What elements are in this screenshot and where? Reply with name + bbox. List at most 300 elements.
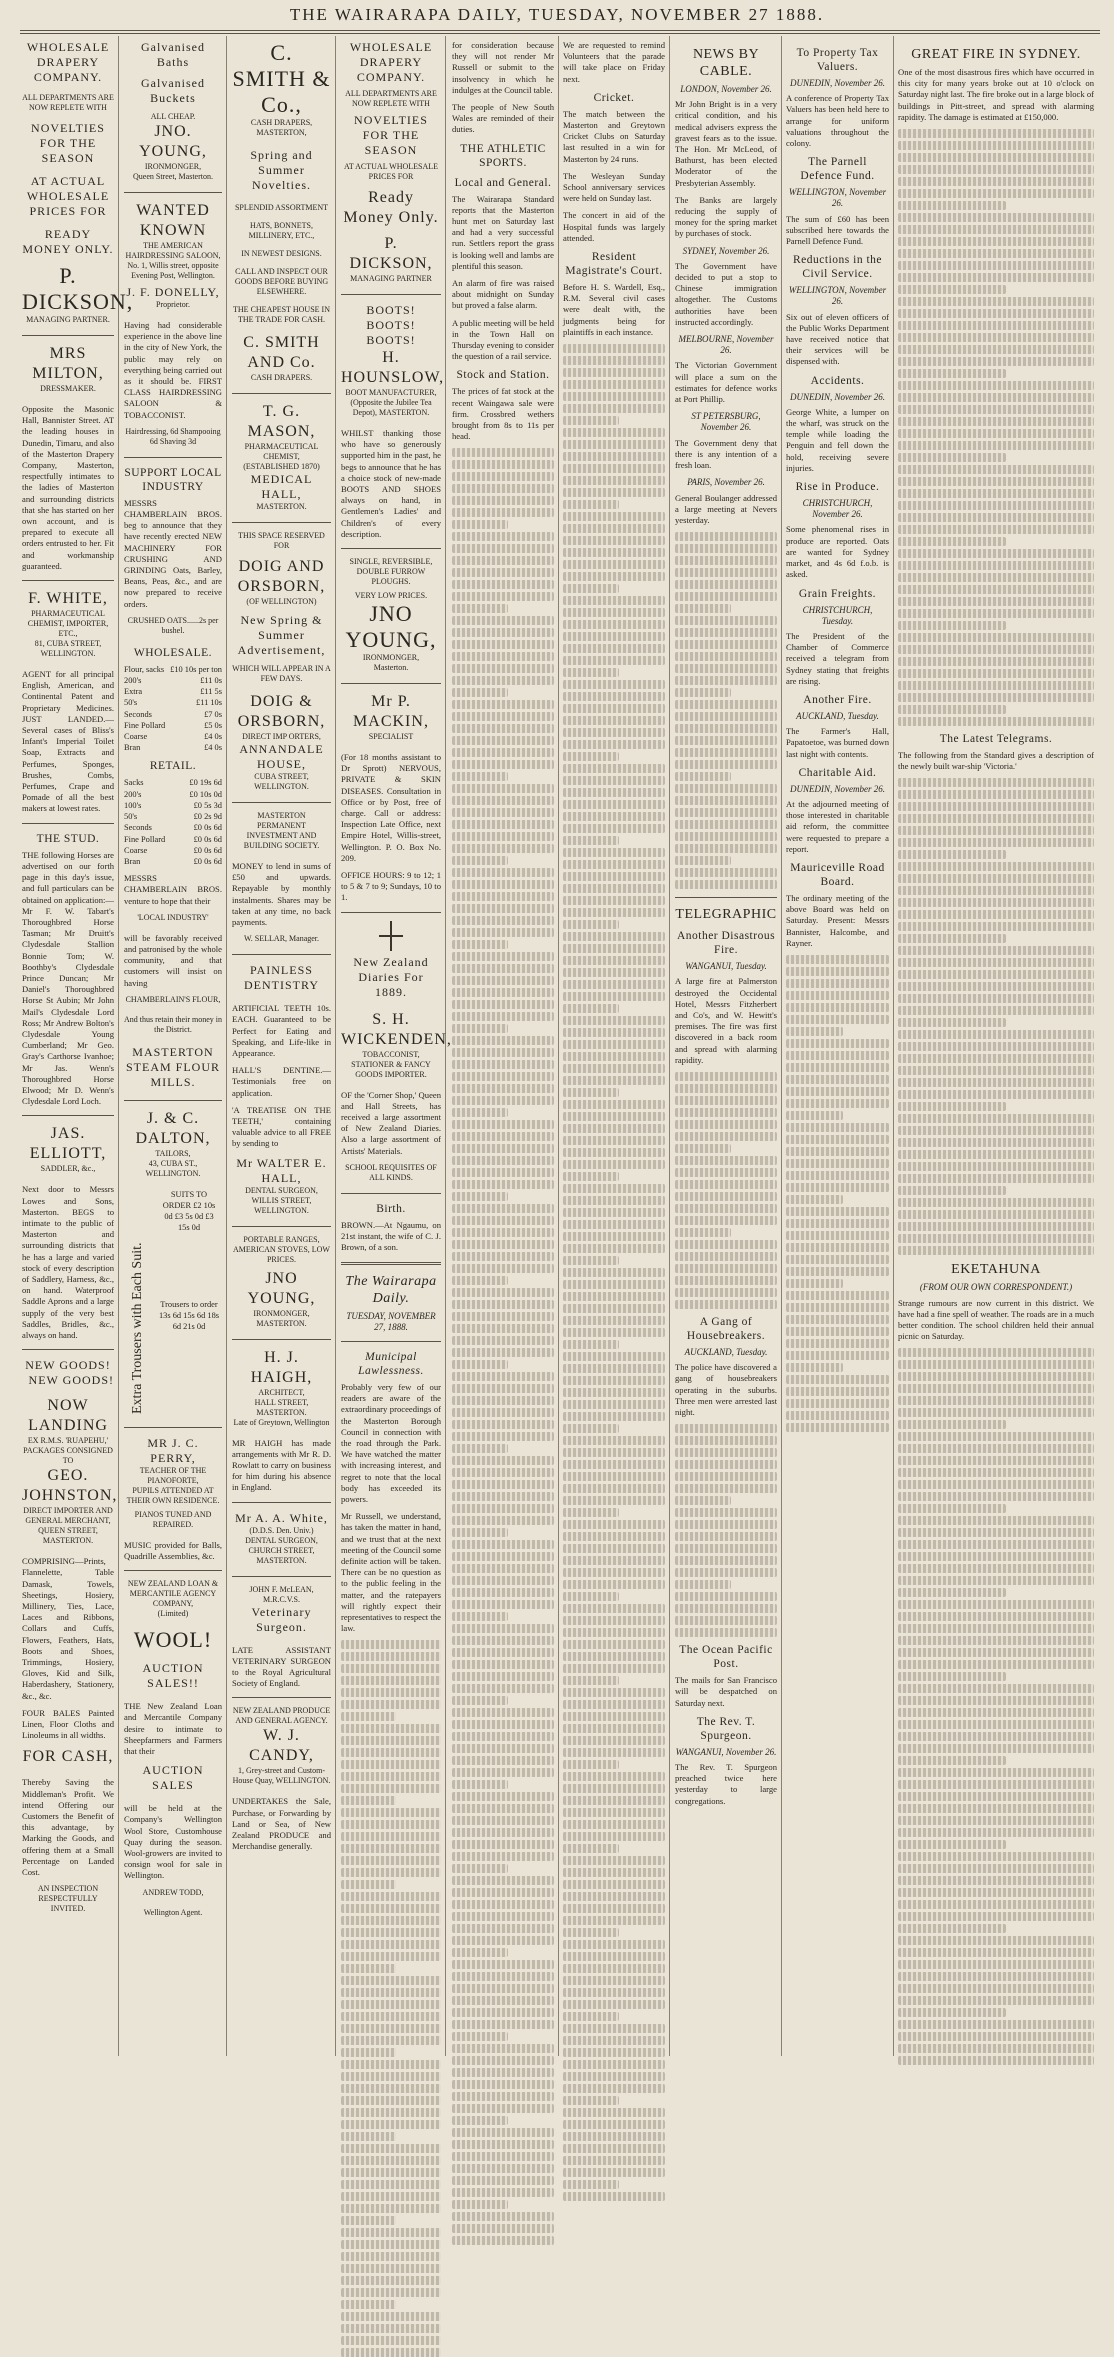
ad-name: Mr P. MACKIN, bbox=[353, 693, 429, 731]
illegible-text-line bbox=[452, 1264, 554, 1273]
illegible-text-line bbox=[675, 1568, 777, 1577]
illegible-text-line bbox=[898, 1480, 1094, 1489]
illegible-text-line bbox=[341, 2144, 441, 2153]
illegible-text-line bbox=[563, 1520, 665, 1529]
illegible-text-line bbox=[452, 1876, 554, 1885]
illegible-text-line bbox=[452, 1456, 554, 1465]
illegible-text-line bbox=[452, 1624, 554, 1633]
illegible-text-line bbox=[898, 1432, 1094, 1441]
illegible-text-line bbox=[563, 1196, 665, 1205]
article-body: The Wesleyan Sunday School anniversary services were held on Sunday last. bbox=[563, 170, 665, 204]
illegible-text-line bbox=[898, 862, 1094, 871]
section-heading: Local and General. bbox=[454, 176, 552, 189]
illegible-text-line bbox=[898, 934, 1006, 943]
illegible-text-line bbox=[675, 1264, 777, 1273]
illegible-text-line bbox=[675, 1424, 777, 1433]
illegible-text-line bbox=[563, 2156, 665, 2165]
illegible-text-line bbox=[898, 802, 1094, 811]
article-body: General Boulanger addressed a large meeting at Nevers yesterday. bbox=[675, 492, 777, 525]
rule bbox=[22, 823, 114, 824]
illegible-text-line bbox=[898, 2044, 1094, 2053]
section-heading: GREAT FIRE IN SYDNEY. bbox=[911, 47, 1081, 62]
illegible-text-line bbox=[563, 1628, 665, 1637]
illegible-text-line bbox=[898, 1492, 1094, 1501]
illegible-text-line bbox=[563, 1784, 665, 1793]
illegible-text-line bbox=[898, 1948, 1094, 1957]
illegible-text-line bbox=[898, 609, 1094, 618]
price-value: £11 10s bbox=[196, 698, 222, 708]
article-body: The ordinary meeting of the above Board was held on Saturday. Present: Messrs Bannister, Halcombe, and Rayner. bbox=[786, 892, 889, 948]
price-item: Bran bbox=[124, 856, 141, 866]
ad-subtitle: MANAGING PARTNER. bbox=[26, 315, 110, 324]
illegible-text-line bbox=[452, 1672, 554, 1681]
illegible-text-line bbox=[563, 2072, 665, 2081]
illegible-text-line bbox=[563, 596, 665, 605]
young-ranges-ad bbox=[232, 1235, 331, 1329]
illegible-text-line bbox=[452, 1888, 554, 1897]
illegible-text-line bbox=[898, 850, 1006, 859]
illegible-text-line bbox=[452, 1648, 554, 1657]
illegible-text-line bbox=[898, 633, 1094, 642]
section-heading: THE ATHLETIC SPORTS. bbox=[460, 142, 546, 169]
illegible-text-line bbox=[452, 916, 554, 925]
illegible-text-line bbox=[563, 2132, 665, 2141]
masthead-rule bbox=[20, 30, 1100, 31]
price-value: £0 10s 0d bbox=[189, 789, 222, 799]
ad-text: ALL DEPARTMENTS ARE NOW REPLETE WITH bbox=[22, 93, 114, 112]
illegible-text-line bbox=[341, 2240, 441, 2249]
illegible-text-line bbox=[898, 1756, 1006, 1765]
illegible-text-line bbox=[675, 580, 777, 589]
illegible-text-line bbox=[452, 1492, 554, 1501]
ad-text: THIS SPACE RESERVED FOR bbox=[238, 531, 325, 550]
ad-text: (ESTABLISHED 1870) bbox=[243, 462, 320, 471]
ad-body: COMPRISING—Prints, Flannelette, Table Damask, Towels, Sheetings, Hosiery, Millinery, Ties, Lace, Laces and Ribbons, Collars and Cuffs, Flowers, Feathers, Hats, Boots and Shoes, Trimmings, Hosiery, Gloves, Kid and Silk, Haberdashery, Stationery, &c., &c. bbox=[22, 1556, 114, 1701]
ad-subtitle: DENTAL SURGEON, bbox=[245, 1185, 318, 1195]
illegible-text-line bbox=[563, 2048, 665, 2057]
illegible-text-line bbox=[898, 501, 1094, 510]
illegible-text-line bbox=[452, 1192, 508, 1201]
illegible-text-line bbox=[786, 1183, 889, 1192]
ad-title: Spring and Summer Novelties. bbox=[250, 148, 313, 192]
illegible-text-line bbox=[452, 856, 508, 865]
rule bbox=[232, 1339, 331, 1340]
ad-text: SINGLE, REVERSIBLE, DOUBLE FURROW PLOUGHS. bbox=[349, 557, 433, 587]
illegible-text-line bbox=[563, 1436, 665, 1445]
illegible-text-line bbox=[452, 1600, 554, 1609]
illegible-text-line bbox=[341, 2084, 441, 2093]
article-heading: The Parnell Defence Fund. bbox=[800, 156, 875, 183]
ad-text: PORTABLE RANGES, AMERICAN STOVES, LOW PRICES. bbox=[233, 1234, 330, 1264]
price-row bbox=[124, 777, 222, 788]
illegible-text-line bbox=[898, 982, 1094, 991]
price-value: £0 0s 6d bbox=[193, 856, 222, 866]
illegible-text-line bbox=[563, 1028, 665, 1037]
illegible-text-line bbox=[452, 652, 554, 661]
illegible-text-line bbox=[675, 856, 731, 865]
illegible-text-line bbox=[341, 1712, 396, 1721]
illegible-text-line bbox=[675, 1288, 777, 1297]
illegible-text-line bbox=[675, 1228, 731, 1237]
column-4 bbox=[341, 40, 452, 2056]
illegible-text-line bbox=[452, 1252, 554, 1261]
ad-address: WELLINGTON. bbox=[254, 782, 309, 791]
article-heading: Reductions in the Civil Service. bbox=[793, 254, 882, 281]
illegible-text-line bbox=[563, 1280, 665, 1289]
price-row bbox=[124, 834, 222, 845]
illegible-text-line bbox=[898, 1636, 1094, 1645]
illegible-text-line bbox=[563, 1796, 665, 1805]
illegible-text-line bbox=[786, 1255, 889, 1264]
article-body: The Victorian Government will place a sum on the estimates for defence works at Port Phillip. bbox=[675, 360, 777, 405]
illegible-text-line bbox=[898, 1042, 1094, 1051]
illegible-text-line bbox=[563, 740, 665, 749]
illegible-text-line bbox=[563, 1616, 665, 1625]
ad-name: H. HOUNSLOW, bbox=[341, 349, 445, 386]
illegible-text-line bbox=[452, 976, 554, 985]
illegible-text-line bbox=[898, 453, 1006, 462]
illegible-text-line bbox=[452, 2128, 554, 2137]
article-body: Six out of eleven officers of the Public Works Department have received notice that their services will be dispensed with. bbox=[786, 311, 889, 367]
illegible-text-line bbox=[563, 1952, 665, 1961]
ad-address: CHURCH STREET, MASTERTON. bbox=[248, 1545, 315, 1565]
illegible-text-line bbox=[898, 333, 1094, 342]
illegible-text-line bbox=[563, 560, 665, 569]
illegible-text-line bbox=[898, 1576, 1094, 1585]
illegible-text-line bbox=[898, 1150, 1094, 1159]
table-heading: WHOLESALE. bbox=[133, 646, 213, 659]
illegible-text-line bbox=[898, 778, 1094, 787]
illegible-text-line bbox=[563, 1832, 665, 1841]
illegible-text-line bbox=[898, 1924, 1006, 1933]
illegible-text-line bbox=[341, 2036, 441, 2045]
mackin-ad bbox=[341, 692, 441, 742]
illegible-text-line bbox=[675, 1580, 731, 1589]
illegible-text-line bbox=[786, 1027, 843, 1036]
price-item: Sacks bbox=[124, 778, 144, 788]
illegible-text-line bbox=[341, 2120, 441, 2129]
illegible-text-line bbox=[452, 1804, 554, 1813]
illegible-text-line bbox=[563, 1904, 665, 1913]
illegible-text-line bbox=[563, 1148, 665, 1157]
illegible-text-line bbox=[898, 1696, 1094, 1705]
illegible-text-line bbox=[341, 1772, 441, 1781]
illegible-text-line bbox=[341, 2096, 441, 2105]
illegible-text-line bbox=[563, 1868, 665, 1877]
illegible-text-line bbox=[786, 1315, 889, 1324]
illegible-text-line bbox=[563, 512, 665, 521]
illegible-text-line bbox=[452, 1816, 554, 1825]
illegible-text-line bbox=[786, 1123, 889, 1132]
illegible-text-line bbox=[563, 944, 665, 953]
price-row bbox=[124, 731, 222, 742]
illegible-text-line bbox=[563, 1508, 619, 1517]
illegible-text-line bbox=[563, 1040, 665, 1049]
illegible-text-line bbox=[452, 1156, 554, 1165]
illegible-text-line bbox=[563, 584, 619, 593]
illegible-text-line bbox=[786, 979, 889, 988]
illegible-text-line bbox=[563, 1688, 665, 1697]
illegible-text-line bbox=[898, 705, 1006, 714]
illegible-text-line bbox=[563, 2036, 665, 2045]
illegible-text-line bbox=[898, 1708, 1094, 1717]
illegible-text-line bbox=[898, 910, 1094, 919]
rule bbox=[232, 802, 331, 803]
illegible-text-line bbox=[563, 1400, 665, 1409]
illegible-text-line bbox=[452, 1144, 554, 1153]
illegible-text-line bbox=[675, 760, 777, 769]
rule bbox=[232, 522, 331, 523]
illegible-text-line bbox=[452, 1288, 554, 1297]
ad-title: NOW LANDING bbox=[28, 1397, 108, 1435]
illegible-text-line bbox=[898, 1792, 1094, 1801]
illegible-text-line bbox=[563, 1988, 665, 1997]
illegible-text-line bbox=[452, 1528, 508, 1537]
illegible-text-line bbox=[341, 2300, 396, 2309]
illegible-text-line bbox=[452, 1972, 554, 1981]
rule bbox=[232, 1502, 331, 1503]
illegible-text-line bbox=[341, 1784, 441, 1793]
illegible-text-line bbox=[898, 1768, 1094, 1777]
illegible-text-line bbox=[452, 772, 508, 781]
illegible-text-line bbox=[452, 580, 554, 589]
text-block bbox=[786, 955, 889, 1432]
illegible-text-line bbox=[341, 2336, 441, 2345]
ad-name: MR J. C. PERRY, bbox=[147, 1435, 199, 1465]
illegible-text-line bbox=[675, 640, 777, 649]
ad-subtitle: SPECIALIST bbox=[368, 732, 414, 742]
illegible-text-line bbox=[898, 669, 1094, 678]
illegible-text-line bbox=[898, 1960, 1094, 1969]
illegible-text-line bbox=[898, 1372, 1094, 1381]
illegible-text-line bbox=[898, 1396, 1094, 1405]
illegible-text-line bbox=[786, 1171, 889, 1180]
rule bbox=[341, 1262, 441, 1265]
illegible-text-line bbox=[898, 1996, 1094, 2005]
illegible-text-line bbox=[898, 1984, 1094, 1993]
ad-address: MASTERTON. bbox=[256, 1318, 307, 1328]
illegible-text-line bbox=[898, 381, 1094, 390]
price-item: 50's bbox=[124, 812, 138, 822]
illegible-text-line bbox=[675, 1508, 777, 1517]
illegible-text-line bbox=[898, 357, 1094, 366]
illegible-text-line bbox=[452, 952, 554, 961]
illegible-text-line bbox=[563, 452, 665, 461]
illegible-text-line bbox=[563, 464, 665, 473]
section-body: BROWN.—At Ngaumu, on 21st instant, the wife of C. J. Brown, of a son. bbox=[341, 1219, 441, 1253]
wholesale-drapery-ad-2 bbox=[341, 40, 441, 284]
suits-price: SUITS TO ORDER £2 10s 0d £3 5s 0d £3 15s 0d bbox=[162, 1189, 216, 1233]
illegible-text-line bbox=[898, 1162, 1094, 1171]
ad-body: will be held at the Company's Wellington Wool Store, Customhouse Quay during the season. Wool-growers are invited to consign wool for sale in Wellington. bbox=[124, 1803, 222, 1881]
illegible-text-line bbox=[341, 1760, 441, 1769]
illegible-text-line bbox=[341, 2324, 441, 2333]
price-row bbox=[124, 709, 222, 720]
illegible-text-line bbox=[675, 1592, 777, 1601]
illegible-text-line bbox=[786, 1231, 889, 1240]
ad-name: MRS MILTON, bbox=[32, 345, 104, 382]
ad-title: FOR CASH, bbox=[22, 1748, 114, 1766]
ad-address: (Opposite the Jubilee Tea Depot), MASTERTON. bbox=[350, 398, 432, 417]
illegible-text-line bbox=[898, 946, 1094, 955]
price-value: £0 2s 9d bbox=[193, 812, 222, 822]
illegible-text-line bbox=[452, 1216, 554, 1225]
article-body: The sum of £60 has been subscribed here towards the Parnell Defence Fund. bbox=[786, 213, 889, 247]
column-6 bbox=[563, 40, 665, 2056]
ad-title-line: COMPANY. bbox=[356, 70, 426, 84]
illegible-text-line bbox=[786, 1099, 889, 1108]
illegible-text-line bbox=[786, 1207, 889, 1216]
price-item: Fine Pollard bbox=[124, 720, 166, 730]
ad-body: MESSRS CHAMBERLAIN BROS. venture to hope that their bbox=[124, 873, 222, 906]
illegible-text-line bbox=[341, 2204, 441, 2213]
price-item: 200's bbox=[124, 676, 142, 686]
article-heading: The Rev. T. Spurgeon. bbox=[696, 1715, 756, 1742]
ad-title: New Spring & Summer bbox=[240, 613, 323, 642]
ad-title: AUCTION SALES bbox=[142, 1763, 204, 1793]
ad-name: C. SMITH & Co., bbox=[232, 40, 331, 117]
wholesale-drapery-ad bbox=[22, 40, 134, 325]
illegible-text-line bbox=[341, 1988, 441, 1997]
section-heading: EKETAHUNA bbox=[951, 1262, 1041, 1278]
illegible-text-line bbox=[563, 1232, 665, 1241]
illegible-text-line bbox=[452, 1852, 554, 1861]
illegible-text-line bbox=[786, 1003, 889, 1012]
illegible-text-line bbox=[452, 1120, 554, 1129]
illegible-text-line bbox=[898, 417, 1094, 426]
illegible-text-line bbox=[452, 2020, 554, 2029]
illegible-text-line bbox=[675, 628, 777, 637]
illegible-text-line bbox=[452, 1276, 508, 1285]
illegible-text-line bbox=[452, 964, 554, 973]
illegible-text-line bbox=[563, 992, 665, 1001]
article-body: George White, a lumper on the wharf, was struck on the temple while loading the Penguin and fell down the hold, receiving severe injuries. bbox=[786, 406, 889, 473]
illegible-text-line bbox=[898, 1210, 1094, 1219]
illegible-text-line bbox=[452, 1240, 554, 1249]
elliott-ad bbox=[22, 1124, 114, 1174]
illegible-text-line bbox=[898, 1102, 1006, 1111]
illegible-text-line bbox=[452, 604, 508, 613]
price-row bbox=[124, 822, 222, 833]
illegible-text-line bbox=[786, 1015, 889, 1024]
illegible-text-line bbox=[452, 1300, 554, 1309]
ad-text: NOVELTIES FOR THE SEASON bbox=[354, 113, 428, 157]
illegible-text-line bbox=[452, 868, 554, 877]
ad-subtitle: MANAGING PARTNER bbox=[350, 274, 432, 283]
illegible-text-line bbox=[898, 621, 1006, 630]
illegible-text-line bbox=[675, 544, 777, 553]
illegible-text-line bbox=[341, 2012, 441, 2021]
illegible-text-line bbox=[675, 1436, 777, 1445]
illegible-text-line bbox=[563, 728, 665, 737]
illegible-text-line bbox=[452, 2008, 554, 2017]
illegible-text-line bbox=[786, 1087, 889, 1096]
ad-name: Mr A. A. White, bbox=[235, 1510, 328, 1525]
illegible-text-line bbox=[563, 1592, 619, 1601]
ad-address: QUEEN STREET, MASTERTON. bbox=[38, 1526, 98, 1546]
illegible-text-line bbox=[452, 1012, 554, 1021]
price-row bbox=[124, 800, 222, 811]
illegible-text-line bbox=[786, 1111, 843, 1120]
ad-name: JNO YOUNG, bbox=[345, 601, 437, 653]
perry-ad bbox=[124, 1436, 222, 1530]
illegible-text-line bbox=[563, 1064, 665, 1073]
illegible-text-line bbox=[452, 1540, 554, 1549]
article-body: At the adjourned meeting of those interested in charitable aid reform, the committee were requested to prepare a report. bbox=[786, 798, 889, 854]
dateline: PARIS, November 26. bbox=[687, 477, 765, 488]
dateline: DUNEDIN, November 26. bbox=[790, 391, 885, 402]
illegible-text-line bbox=[675, 700, 777, 709]
ad-text: Late of Greytown, Wellington bbox=[233, 1417, 330, 1427]
table-heading: RETAIL. bbox=[149, 760, 197, 773]
rule bbox=[124, 1570, 222, 1571]
illegible-text-line bbox=[898, 1804, 1094, 1813]
ad-title: Ready Money Only. bbox=[343, 189, 439, 226]
article-heading: Mauriceville Road Board. bbox=[790, 861, 885, 888]
price-row bbox=[124, 845, 222, 856]
ad-title: New Zealand Diaries For 1889. bbox=[353, 954, 429, 999]
editorial-body: Mr Russell, we understand, has taken the matter in hand, and we trust that at the next meeting of the Council some definite action will be taken. There can be no question as to the public feeling in the matter, and the ratepayers will rightly expect their representatives to respect the law. bbox=[341, 1511, 441, 1634]
illegible-text-line bbox=[452, 1612, 508, 1621]
illegible-text-line bbox=[563, 860, 665, 869]
article-body: The prices of fat stock at the recent Waingawa sale were firm. Crossbred wethers brought from 8s to 11s per head. bbox=[452, 386, 554, 442]
ad-address: 81, CUBA STREET, WELLINGTON. bbox=[34, 639, 102, 659]
column-2 bbox=[124, 40, 222, 2056]
illegible-text-line bbox=[341, 2168, 441, 2177]
illegible-text-line bbox=[452, 1840, 554, 1849]
illegible-text-line bbox=[341, 1748, 441, 1757]
article-body: The Government have decided to put a stop to Chinese immigration altogether. The Customs authorities have been instructed accordingly. bbox=[675, 260, 777, 327]
illegible-text-line bbox=[563, 1712, 665, 1721]
illegible-text-line bbox=[452, 1576, 554, 1585]
article-body: A public meeting will be held in the Town Hall on Thursday evening to consider the question of a rail service. bbox=[452, 317, 554, 362]
illegible-text-line bbox=[452, 616, 554, 625]
ad-name: J. F. DONELLY, bbox=[126, 285, 220, 299]
ad-address: MASTERTON, bbox=[256, 128, 307, 137]
rule bbox=[22, 335, 114, 336]
illegible-text-line bbox=[452, 904, 554, 913]
illegible-text-line bbox=[341, 1880, 396, 1889]
illegible-text-line bbox=[452, 724, 554, 733]
article-heading: The Ocean Pacific Post. bbox=[679, 1644, 773, 1671]
illegible-text-line bbox=[563, 1808, 665, 1817]
rule bbox=[124, 457, 222, 458]
illegible-text-line bbox=[898, 237, 1094, 246]
illegible-text-line bbox=[898, 1090, 1094, 1099]
illegible-text-line bbox=[898, 1528, 1094, 1537]
illegible-text-line bbox=[786, 1063, 889, 1072]
price-value: £11 0s bbox=[200, 676, 222, 686]
illegible-text-line bbox=[898, 249, 1094, 258]
ad-title: PAINLESS DENTISTRY bbox=[244, 963, 319, 993]
illegible-text-line bbox=[898, 345, 1094, 354]
price-item: Coarse bbox=[124, 845, 148, 855]
illegible-text-line bbox=[675, 832, 777, 841]
illegible-text-line bbox=[563, 1016, 665, 1025]
illegible-text-line bbox=[452, 2080, 554, 2089]
column-rule bbox=[893, 36, 894, 2056]
article-heading: Rise in Produce. bbox=[795, 481, 880, 494]
price-item: Seconds bbox=[124, 709, 152, 719]
ad-address: 1, Grey-street and Custom-House Quay, WELLINGTON. bbox=[232, 1766, 331, 1786]
text-block bbox=[341, 1640, 441, 2357]
article-body: The concert in aid of the Hospital funds was largely attended. bbox=[563, 210, 665, 243]
dateline: SYDNEY, November 26. bbox=[682, 245, 770, 256]
illegible-text-line bbox=[898, 1018, 1006, 1027]
ad-body: ARTIFICIAL TEETH 10s. EACH. Guaranteed to be Perfect for Eating and Speaking, and Life-like in Appearance. bbox=[232, 1003, 331, 1059]
illegible-text-line bbox=[898, 537, 1006, 546]
ad-title: MEDICAL HALL, bbox=[250, 472, 313, 501]
